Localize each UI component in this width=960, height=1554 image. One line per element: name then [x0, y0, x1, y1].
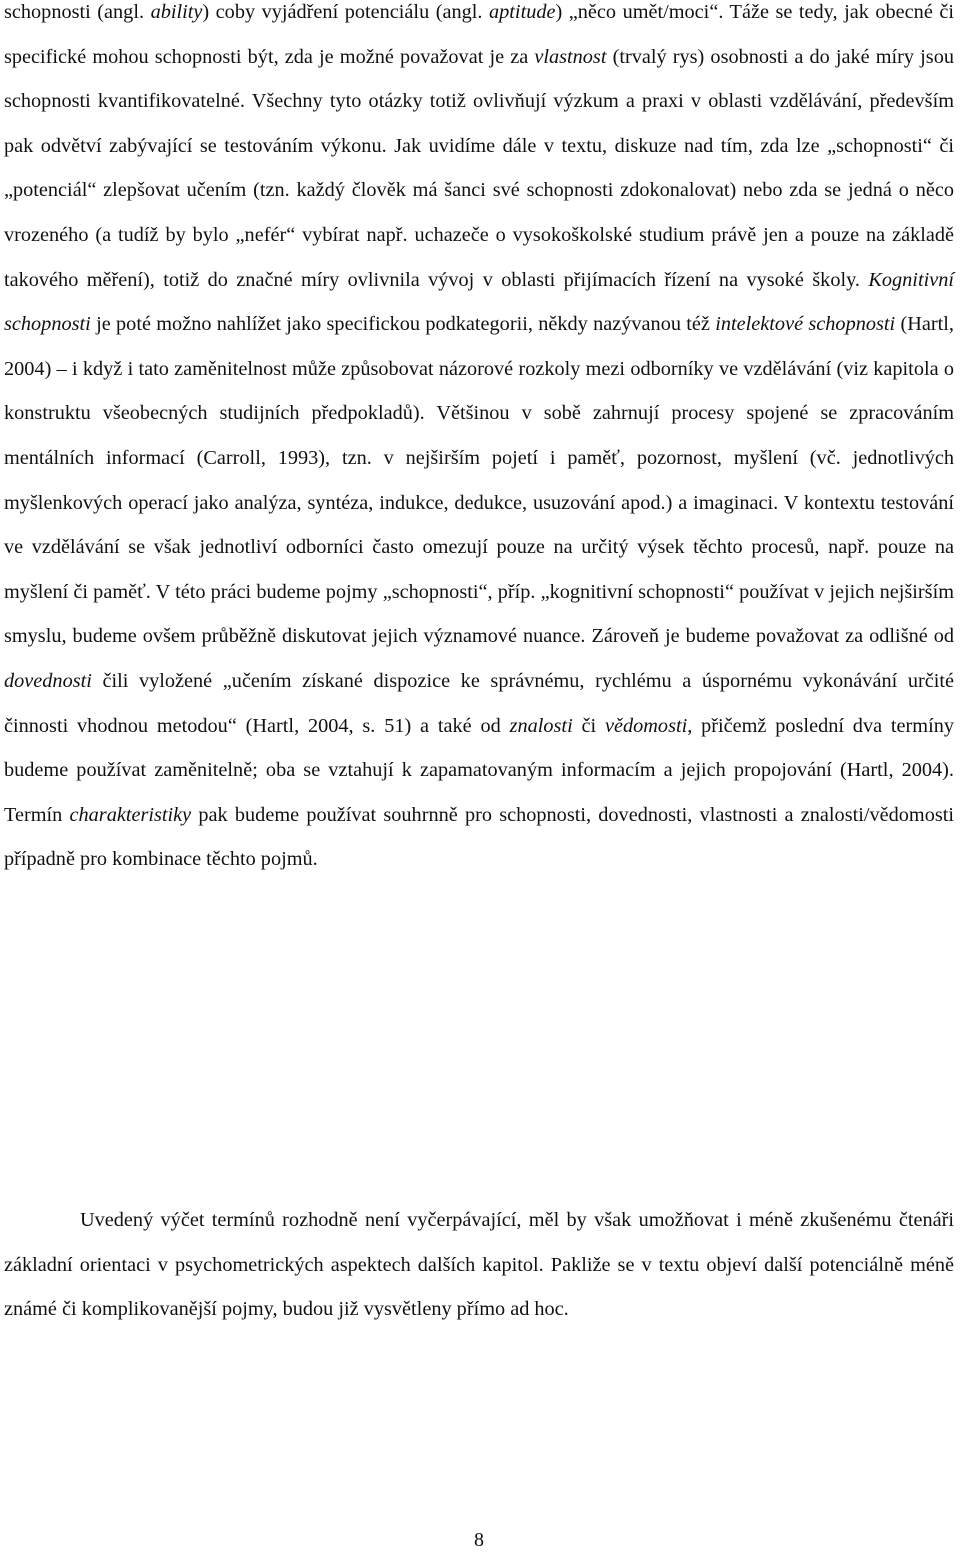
italic-term: vlastnost [534, 45, 607, 68]
italic-term: vědomosti [605, 714, 688, 737]
body-paragraph-1 [4, 0, 954, 882]
page-number: 8 [474, 1529, 484, 1551]
text-run: (trvalý rys) osobnosti a do jaké míry jsou schopnosti kvantifikovatelné. Všechny tyto otázky totiž ovlivňují výzkum a praxi v oblasti vzdělávání, především pak odvětví zabývající se testováním výkonu. Jak uvidíme dále v textu, diskuze nad tím, zda lze „schopnosti“ či „potenciál“ zlepšovat učením (tzn. každý člověk má šanci své schopnosti zdokonalovat) nebo zda se jedná o něco vrozeného (a tudíž by bylo „nefér“ vybírat např. uchazeče o vysokoškolské studium právě jen a pouze na základě takového měření), totiž do značné míry ovlivnila vývoj v oblasti přijímacích řízení na vysoké školy. [4, 45, 954, 291]
italic-term: Kognitivní schopnosti [4, 268, 954, 336]
text-run: či [572, 714, 605, 737]
text-run: ) „něco umět/moci“. Tážе se tedy, jak obecné či specifické mohou schopnosti být, zda je možné považovat je za [4, 1, 954, 68]
italic-term: aptitude [489, 1, 556, 23]
body-paragraph-2: Uvedený výčet termínů rozhodně není vyčerpávající, měl by však umožňovat i méně zkušenému čtenáři základní orientaci v psychometrických aspektech dalších kapitol. Pakliže se v textu objeví další potenciálně méně známé či komplikovanější pojmy, budou již vysvětleny přímo ad hoc. [4, 1209, 954, 1321]
text-run: pak budeme používat souhrnně pro schopnosti, dovednosti, vlastnosti a znalosti/vědomosti případně pro kombinace těchto pojmů. [4, 803, 954, 871]
italic-term: ability [150, 1, 203, 23]
document-page [4, 0, 954, 1554]
text-run: (Hartl, 2004) – i když i tato zaměnitelnost může způsobovat názorové rozkoly mezi odborníky ve vzdělávání (viz kapitola o konstruktu všeobecných studijních předpokladů). Většinou v sobě zahrnují procesy spojené se zpracováním mentálních informací (Carroll, 1993), tzn. v nejširším pojetí i paměť, pozornost, myšlení (vč. jednotlivých myšlenkových operací jako analýza, syntéza, indukce, dedukce, usuzování apod.) a imaginaci. V kontextu testování ve vzdělávání se však jednotliví odborníci často omezují pouze na určitý výsek těchto procesů, např. pouze na myšlení či paměť. V této práci budeme pojmy „schopnosti“, příp. „kognitivní schopnosti“ používat v jejich nejširším smyslu, budeme ovšem průběžně diskutovat jejich významové nuance. Zároveň je budeme považovat za odlišné od [4, 313, 954, 648]
text-run: ) coby vyjádření potenciálu (angl. [202, 1, 490, 23]
text-run: čili vyložené „učením získané dispozice ke správnému, rychlému a úspornému vykonávání určité činnosti vhodnou metodou“ (Hartl, 2004, s. 51) a také od [4, 669, 954, 737]
text-run: je poté možno nahlížet jako specifickou podkategorii, někdy nazývanou též [90, 313, 716, 336]
italic-term: intelektové schopnosti [715, 313, 896, 336]
italic-term: dovednosti [4, 669, 92, 692]
text-run: , přičemž poslední dva termíny budeme používat zaměnitelně; oba se vztahují k zapamatovaným informacím a jejich propojování (Hartl, 2004). Termín [4, 714, 954, 826]
italic-term: znalosti [509, 714, 573, 737]
italic-term: charakteristiky [69, 803, 192, 826]
text-run: schopnosti (angl. [4, 1, 151, 23]
